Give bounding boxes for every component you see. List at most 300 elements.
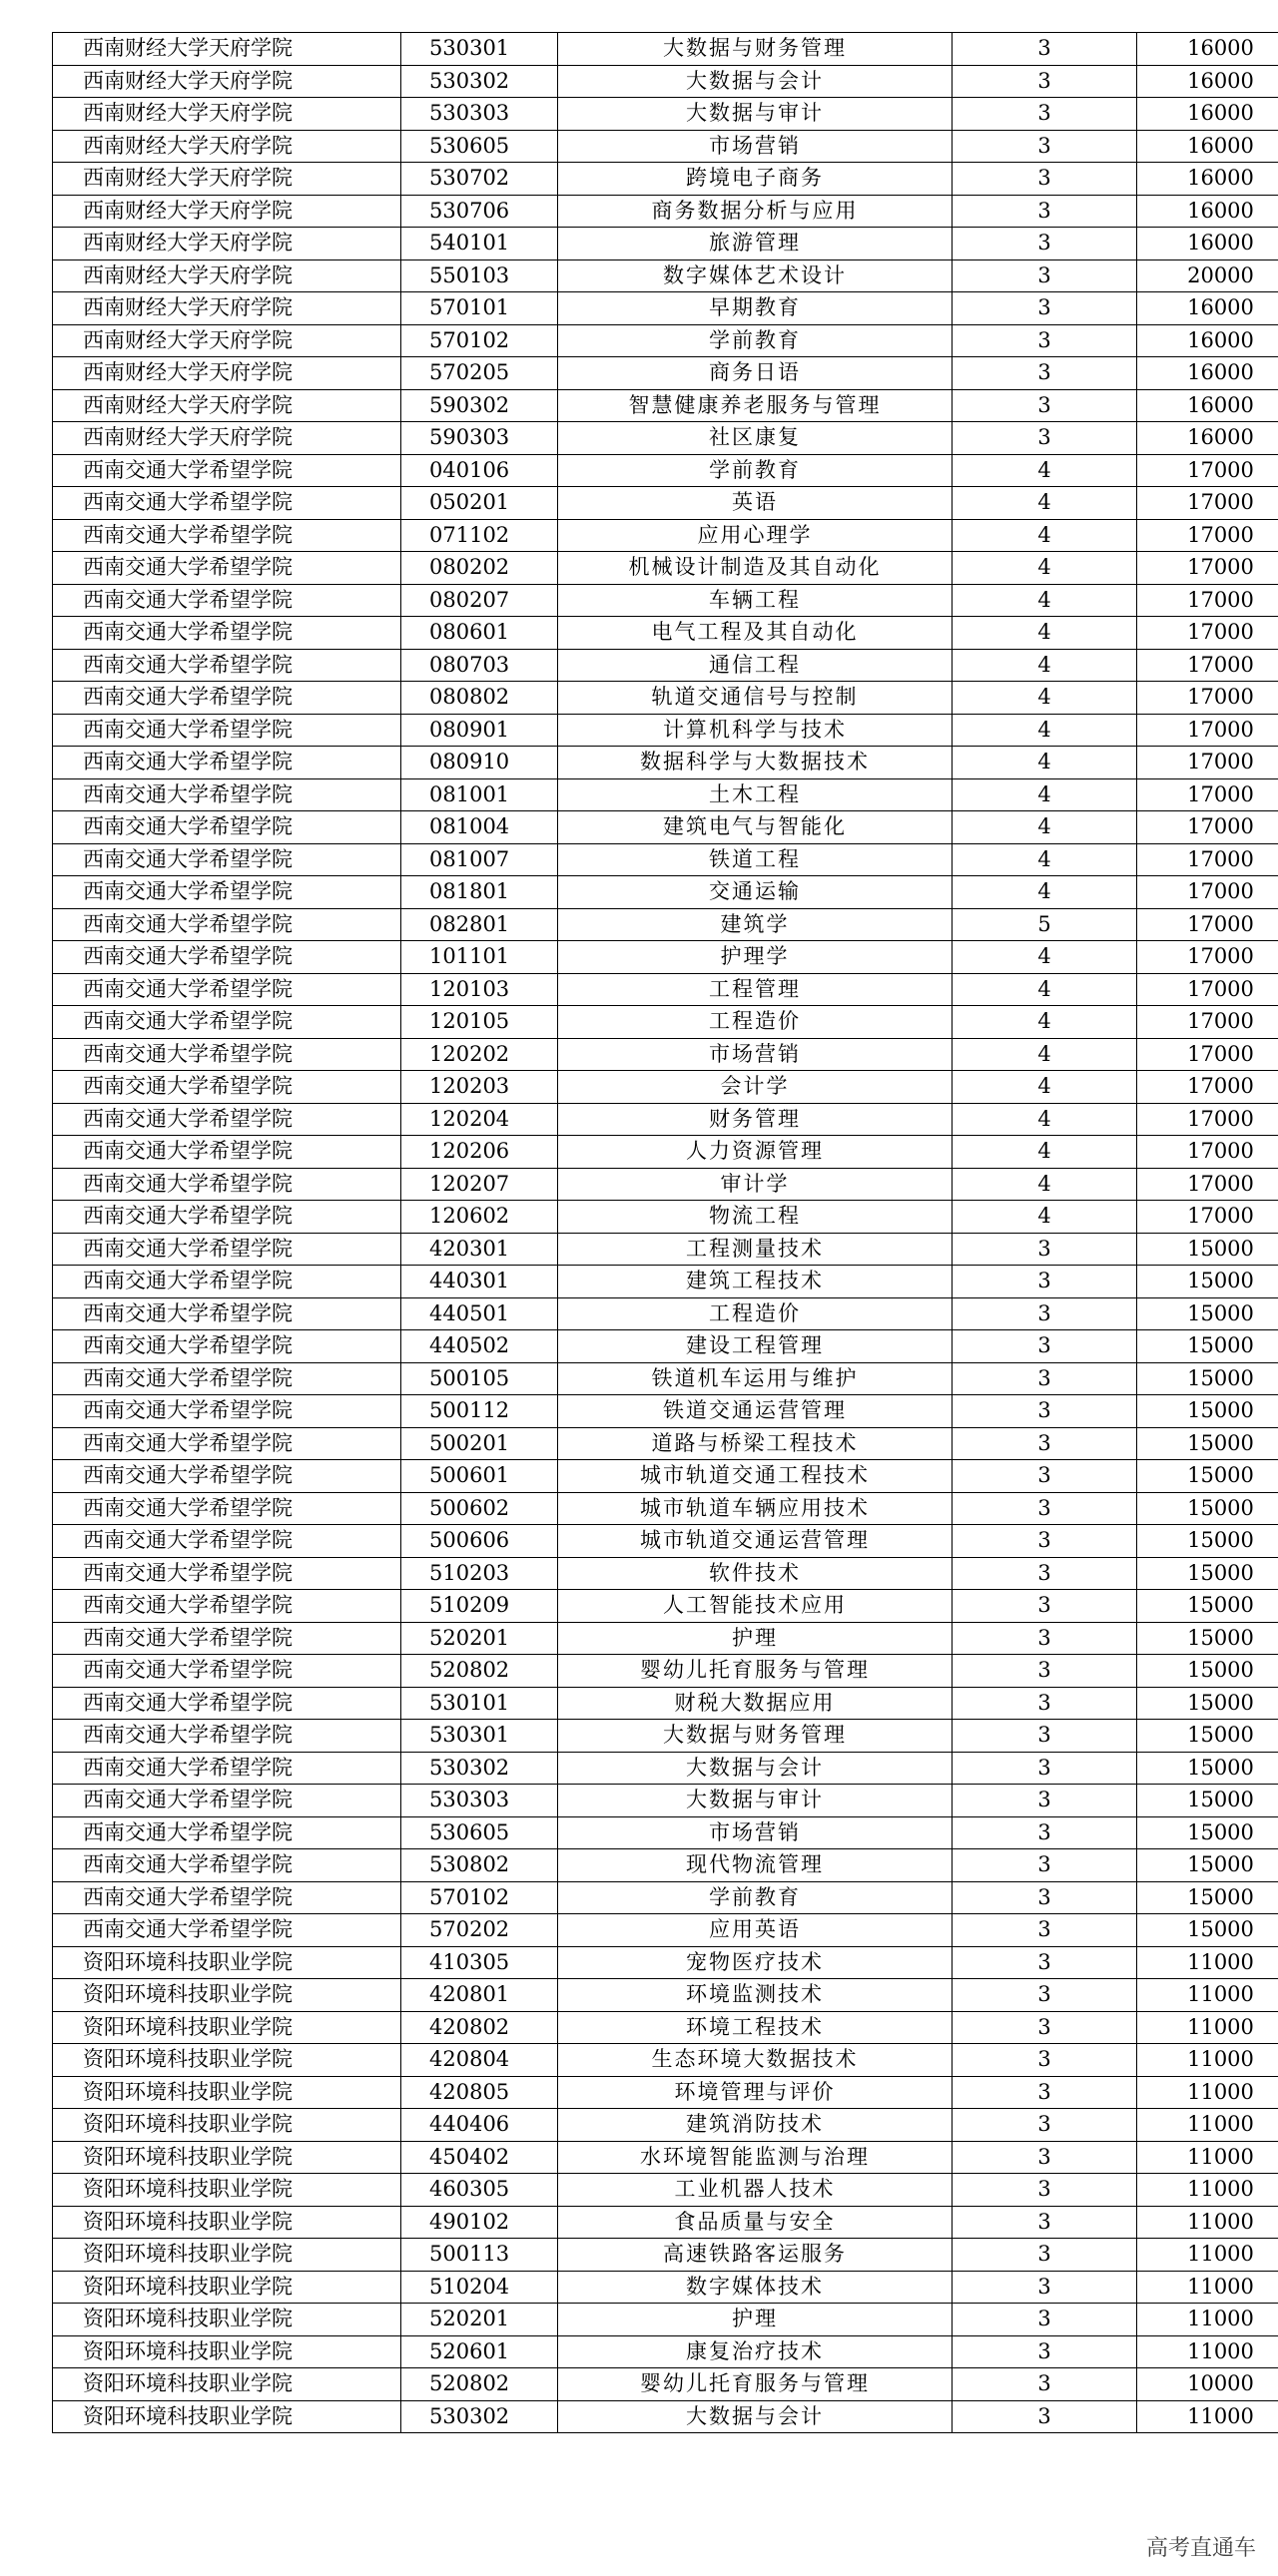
tuition-fee-cell: 11000	[1137, 2044, 1278, 2077]
major-name-cell: 计算机科学与技术	[558, 714, 953, 747]
school-name-cell: 西南财经大学天府学院	[53, 422, 401, 455]
duration-years-cell: 3	[953, 98, 1137, 131]
duration-years-cell: 3	[953, 2206, 1137, 2239]
school-name-cell: 西南财经大学天府学院	[53, 195, 401, 228]
major-name-cell: 土木工程	[558, 778, 953, 811]
table-row	[53, 519, 1278, 552]
school-name-cell: 西南财经大学天府学院	[53, 228, 401, 260]
duration-years-cell: 3	[953, 1492, 1137, 1525]
duration-years-cell: 4	[953, 487, 1137, 520]
duration-years-cell: 3	[953, 2109, 1137, 2142]
major-name-cell: 大数据与会计	[558, 65, 953, 98]
school-name-cell: 西南交通大学希望学院	[53, 1525, 401, 1558]
tuition-fee-cell: 16000	[1137, 324, 1278, 357]
school-name-cell: 西南交通大学希望学院	[53, 941, 401, 974]
duration-years-cell: 4	[953, 519, 1137, 552]
table-row	[53, 1979, 1278, 2012]
tuition-fee-cell: 17000	[1137, 584, 1278, 617]
tuition-fee-cell: 16000	[1137, 130, 1278, 163]
major-code-cell: 530706	[401, 195, 558, 228]
tuition-fee-cell: 15000	[1137, 1266, 1278, 1298]
table-row	[53, 2368, 1278, 2401]
major-code-cell: 040106	[401, 454, 558, 487]
duration-years-cell: 3	[953, 130, 1137, 163]
major-code-cell: 520201	[401, 1622, 558, 1655]
major-name-cell: 数据科学与大数据技术	[558, 747, 953, 779]
duration-years-cell: 3	[953, 2044, 1137, 2077]
duration-years-cell: 3	[953, 1460, 1137, 1493]
school-name-cell: 西南交通大学希望学院	[53, 649, 401, 682]
school-name-cell: 西南交通大学希望学院	[53, 778, 401, 811]
tuition-fee-cell: 17000	[1137, 1071, 1278, 1104]
major-code-cell: 530802	[401, 1849, 558, 1882]
fee-table	[52, 32, 1278, 2433]
table-row	[53, 843, 1278, 876]
tuition-fee-cell: 17000	[1137, 973, 1278, 1006]
table-row	[53, 2206, 1278, 2239]
major-code-cell: 530301	[401, 33, 558, 66]
tuition-fee-cell: 11000	[1137, 2174, 1278, 2207]
school-name-cell: 资阳环境科技职业学院	[53, 2109, 401, 2142]
school-name-cell: 资阳环境科技职业学院	[53, 2011, 401, 2044]
duration-years-cell: 3	[953, 1946, 1137, 1979]
duration-years-cell: 4	[953, 876, 1137, 909]
major-name-cell: 应用英语	[558, 1914, 953, 1947]
major-name-cell: 学前教育	[558, 324, 953, 357]
duration-years-cell: 4	[953, 649, 1137, 682]
tuition-fee-cell: 15000	[1137, 1460, 1278, 1493]
duration-years-cell: 4	[953, 454, 1137, 487]
duration-years-cell: 3	[953, 1395, 1137, 1428]
major-name-cell: 市场营销	[558, 130, 953, 163]
table-row	[53, 584, 1278, 617]
major-name-cell: 物流工程	[558, 1201, 953, 1234]
major-name-cell: 婴幼儿托育服务与管理	[558, 1655, 953, 1688]
table-row	[53, 1914, 1278, 1947]
duration-years-cell: 5	[953, 908, 1137, 941]
tuition-fee-cell: 17000	[1137, 778, 1278, 811]
tuition-fee-cell: 16000	[1137, 195, 1278, 228]
table-row	[53, 908, 1278, 941]
school-name-cell: 西南交通大学希望学院	[53, 1266, 401, 1298]
school-name-cell: 西南交通大学希望学院	[53, 973, 401, 1006]
major-code-cell: 540101	[401, 228, 558, 260]
school-name-cell: 资阳环境科技职业学院	[53, 2239, 401, 2272]
school-name-cell: 西南交通大学希望学院	[53, 1752, 401, 1785]
tuition-fee-cell: 15000	[1137, 1427, 1278, 1460]
table-row	[53, 2109, 1278, 2142]
duration-years-cell: 4	[953, 973, 1137, 1006]
tuition-fee-cell: 20000	[1137, 259, 1278, 292]
school-name-cell: 西南交通大学希望学院	[53, 843, 401, 876]
major-code-cell: 080910	[401, 747, 558, 779]
major-name-cell: 水环境智能监测与治理	[558, 2141, 953, 2174]
duration-years-cell: 3	[953, 1881, 1137, 1914]
major-code-cell: 420804	[401, 2044, 558, 2077]
major-name-cell: 通信工程	[558, 649, 953, 682]
tuition-fee-cell: 15000	[1137, 1557, 1278, 1590]
duration-years-cell: 4	[953, 714, 1137, 747]
tuition-fee-cell: 17000	[1137, 682, 1278, 715]
duration-years-cell: 3	[953, 33, 1137, 66]
school-name-cell: 西南财经大学天府学院	[53, 65, 401, 98]
major-code-cell: 500602	[401, 1492, 558, 1525]
table-row	[53, 1525, 1278, 1558]
duration-years-cell: 3	[953, 228, 1137, 260]
major-name-cell: 铁道工程	[558, 843, 953, 876]
major-code-cell: 120206	[401, 1136, 558, 1169]
major-code-cell: 081801	[401, 876, 558, 909]
duration-years-cell: 3	[953, 1849, 1137, 1882]
major-name-cell: 电气工程及其自动化	[558, 617, 953, 650]
major-code-cell: 530302	[401, 65, 558, 98]
table-row	[53, 1233, 1278, 1266]
duration-years-cell: 3	[953, 1362, 1137, 1395]
major-code-cell: 120103	[401, 973, 558, 1006]
table-row	[53, 1006, 1278, 1039]
table-row	[53, 2141, 1278, 2174]
major-name-cell: 市场营销	[558, 1038, 953, 1071]
table-row	[53, 1492, 1278, 1525]
major-code-cell: 081001	[401, 778, 558, 811]
major-name-cell: 商务数据分析与应用	[558, 195, 953, 228]
school-name-cell: 西南交通大学希望学院	[53, 1687, 401, 1720]
major-code-cell: 530301	[401, 1720, 558, 1753]
tuition-fee-cell: 17000	[1137, 1168, 1278, 1201]
major-code-cell: 530605	[401, 1816, 558, 1849]
school-name-cell: 西南财经大学天府学院	[53, 292, 401, 325]
major-name-cell: 铁道交通运营管理	[558, 1395, 953, 1428]
major-code-cell: 050201	[401, 487, 558, 520]
major-name-cell: 康复治疗技术	[558, 2335, 953, 2368]
tuition-fee-cell: 16000	[1137, 228, 1278, 260]
tuition-fee-cell: 17000	[1137, 876, 1278, 909]
duration-years-cell: 3	[953, 1622, 1137, 1655]
school-name-cell: 西南交通大学希望学院	[53, 1038, 401, 1071]
tuition-fee-cell: 11000	[1137, 2335, 1278, 2368]
tuition-fee-cell: 17000	[1137, 811, 1278, 844]
duration-years-cell: 3	[953, 1557, 1137, 1590]
table-row	[53, 487, 1278, 520]
tuition-fee-cell: 17000	[1137, 908, 1278, 941]
major-code-cell: 590303	[401, 422, 558, 455]
school-name-cell: 西南交通大学希望学院	[53, 1914, 401, 1947]
table-row	[53, 1881, 1278, 1914]
table-row	[53, 1655, 1278, 1688]
major-code-cell: 440406	[401, 2109, 558, 2142]
major-name-cell: 食品质量与安全	[558, 2206, 953, 2239]
table-row	[53, 65, 1278, 98]
major-name-cell: 护理	[558, 1622, 953, 1655]
major-code-cell: 550103	[401, 259, 558, 292]
duration-years-cell: 4	[953, 941, 1137, 974]
major-code-cell: 590302	[401, 389, 558, 422]
major-name-cell: 护理学	[558, 941, 953, 974]
duration-years-cell: 3	[953, 389, 1137, 422]
major-code-cell: 510209	[401, 1590, 558, 1623]
tuition-fee-cell: 16000	[1137, 357, 1278, 390]
duration-years-cell: 3	[953, 2271, 1137, 2304]
major-code-cell: 420805	[401, 2076, 558, 2109]
duration-years-cell: 3	[953, 2335, 1137, 2368]
tuition-fee-cell: 15000	[1137, 1849, 1278, 1882]
major-code-cell: 440502	[401, 1330, 558, 1363]
major-code-cell: 120602	[401, 1201, 558, 1234]
major-code-cell: 490102	[401, 2206, 558, 2239]
tuition-fee-cell: 17000	[1137, 714, 1278, 747]
school-name-cell: 西南交通大学希望学院	[53, 1297, 401, 1330]
duration-years-cell: 3	[953, 1655, 1137, 1688]
major-name-cell: 高速铁路客运服务	[558, 2239, 953, 2272]
table-row	[53, 1427, 1278, 1460]
tuition-fee-cell: 11000	[1137, 2011, 1278, 2044]
tuition-fee-cell: 15000	[1137, 1330, 1278, 1363]
tuition-fee-cell: 15000	[1137, 1881, 1278, 1914]
major-code-cell: 420301	[401, 1233, 558, 1266]
tuition-fee-cell: 15000	[1137, 1525, 1278, 1558]
table-row	[53, 1038, 1278, 1071]
major-code-cell: 530303	[401, 1785, 558, 1817]
major-code-cell: 120203	[401, 1071, 558, 1104]
major-name-cell: 建筑消防技术	[558, 2109, 953, 2142]
table-row	[53, 163, 1278, 196]
school-name-cell: 西南交通大学希望学院	[53, 1785, 401, 1817]
school-name-cell: 资阳环境科技职业学院	[53, 2206, 401, 2239]
tuition-fee-cell: 15000	[1137, 1622, 1278, 1655]
major-name-cell: 会计学	[558, 1071, 953, 1104]
duration-years-cell: 3	[953, 2174, 1137, 2207]
table-row	[53, 941, 1278, 974]
table-row	[53, 1849, 1278, 1882]
tuition-fee-cell: 16000	[1137, 33, 1278, 66]
duration-years-cell: 3	[953, 292, 1137, 325]
major-name-cell: 城市轨道交通工程技术	[558, 1460, 953, 1493]
major-code-cell: 081007	[401, 843, 558, 876]
major-code-cell: 080601	[401, 617, 558, 650]
tuition-fee-cell: 15000	[1137, 1785, 1278, 1817]
table-row	[53, 973, 1278, 1006]
major-code-cell: 530101	[401, 1687, 558, 1720]
tuition-fee-cell: 17000	[1137, 617, 1278, 650]
major-name-cell: 工程造价	[558, 1297, 953, 1330]
major-code-cell: 420801	[401, 1979, 558, 2012]
duration-years-cell: 3	[953, 1233, 1137, 1266]
table-row	[53, 552, 1278, 585]
tuition-fee-cell: 15000	[1137, 1297, 1278, 1330]
duration-years-cell: 3	[953, 1266, 1137, 1298]
major-name-cell: 环境管理与评价	[558, 2076, 953, 2109]
major-name-cell: 大数据与会计	[558, 1752, 953, 1785]
school-name-cell: 西南交通大学希望学院	[53, 1136, 401, 1169]
school-name-cell: 西南交通大学希望学院	[53, 1720, 401, 1753]
fee-table-body	[53, 33, 1278, 2433]
table-row	[53, 2174, 1278, 2207]
school-name-cell: 西南交通大学希望学院	[53, 1460, 401, 1493]
school-name-cell: 资阳环境科技职业学院	[53, 1979, 401, 2012]
major-code-cell: 120105	[401, 1006, 558, 1039]
table-row	[53, 324, 1278, 357]
major-name-cell: 商务日语	[558, 357, 953, 390]
duration-years-cell: 4	[953, 1201, 1137, 1234]
school-name-cell: 西南财经大学天府学院	[53, 389, 401, 422]
school-name-cell: 资阳环境科技职业学院	[53, 2174, 401, 2207]
table-row	[53, 2076, 1278, 2109]
major-code-cell: 120204	[401, 1103, 558, 1136]
school-name-cell: 西南交通大学希望学院	[53, 1233, 401, 1266]
major-name-cell: 社区康复	[558, 422, 953, 455]
duration-years-cell: 3	[953, 2076, 1137, 2109]
major-name-cell: 工程测量技术	[558, 1233, 953, 1266]
major-name-cell: 建筑工程技术	[558, 1266, 953, 1298]
table-row	[53, 2044, 1278, 2077]
school-name-cell: 资阳环境科技职业学院	[53, 2335, 401, 2368]
table-row	[53, 1103, 1278, 1136]
school-name-cell: 资阳环境科技职业学院	[53, 2076, 401, 2109]
tuition-fee-cell: 11000	[1137, 1979, 1278, 2012]
duration-years-cell: 4	[953, 811, 1137, 844]
major-name-cell: 工业机器人技术	[558, 2174, 953, 2207]
school-name-cell: 西南交通大学希望学院	[53, 1330, 401, 1363]
major-name-cell: 道路与桥梁工程技术	[558, 1427, 953, 1460]
duration-years-cell: 3	[953, 163, 1137, 196]
tuition-fee-cell: 17000	[1137, 1136, 1278, 1169]
school-name-cell: 西南交通大学希望学院	[53, 1201, 401, 1234]
school-name-cell: 西南交通大学希望学院	[53, 1622, 401, 1655]
major-code-cell: 570205	[401, 357, 558, 390]
major-name-cell: 城市轨道车辆应用技术	[558, 1492, 953, 1525]
tuition-fee-cell: 15000	[1137, 1492, 1278, 1525]
major-code-cell: 510204	[401, 2271, 558, 2304]
tuition-fee-cell: 16000	[1137, 163, 1278, 196]
duration-years-cell: 4	[953, 778, 1137, 811]
tuition-fee-cell: 10000	[1137, 2368, 1278, 2401]
tuition-fee-cell: 11000	[1137, 2271, 1278, 2304]
school-name-cell: 西南交通大学希望学院	[53, 747, 401, 779]
school-name-cell: 西南财经大学天府学院	[53, 163, 401, 196]
duration-years-cell: 3	[953, 65, 1137, 98]
table-row	[53, 1816, 1278, 1849]
table-row	[53, 778, 1278, 811]
school-name-cell: 西南交通大学希望学院	[53, 1168, 401, 1201]
major-name-cell: 铁道机车运用与维护	[558, 1362, 953, 1395]
major-code-cell: 080703	[401, 649, 558, 682]
duration-years-cell: 3	[953, 1590, 1137, 1623]
school-name-cell: 西南财经大学天府学院	[53, 324, 401, 357]
duration-years-cell: 3	[953, 2304, 1137, 2336]
major-name-cell: 大数据与财务管理	[558, 33, 953, 66]
duration-years-cell: 3	[953, 1720, 1137, 1753]
major-name-cell: 工程造价	[558, 1006, 953, 1039]
table-row	[53, 1362, 1278, 1395]
table-row	[53, 1297, 1278, 1330]
duration-years-cell: 4	[953, 843, 1137, 876]
school-name-cell: 资阳环境科技职业学院	[53, 2304, 401, 2336]
duration-years-cell: 3	[953, 357, 1137, 390]
major-name-cell: 建筑电气与智能化	[558, 811, 953, 844]
school-name-cell: 资阳环境科技职业学院	[53, 2400, 401, 2433]
major-code-cell: 570202	[401, 1914, 558, 1947]
table-row	[53, 1168, 1278, 1201]
major-code-cell: 530302	[401, 2400, 558, 2433]
tuition-fee-cell: 11000	[1137, 2206, 1278, 2239]
table-row	[53, 2271, 1278, 2304]
major-name-cell: 大数据与会计	[558, 2400, 953, 2433]
table-row	[53, 2335, 1278, 2368]
school-name-cell: 西南交通大学希望学院	[53, 487, 401, 520]
school-name-cell: 西南交通大学希望学院	[53, 1071, 401, 1104]
tuition-fee-cell: 17000	[1137, 454, 1278, 487]
major-code-cell: 570101	[401, 292, 558, 325]
table-row	[53, 1752, 1278, 1785]
duration-years-cell: 4	[953, 552, 1137, 585]
table-row	[53, 1785, 1278, 1817]
table-row	[53, 2400, 1278, 2433]
major-name-cell: 人力资源管理	[558, 1136, 953, 1169]
table-row	[53, 2304, 1278, 2336]
table-row	[53, 747, 1278, 779]
tuition-fee-cell: 15000	[1137, 1655, 1278, 1688]
tuition-fee-cell: 15000	[1137, 1590, 1278, 1623]
tuition-fee-cell: 17000	[1137, 1201, 1278, 1234]
school-name-cell: 西南交通大学希望学院	[53, 1362, 401, 1395]
tuition-fee-cell: 17000	[1137, 1103, 1278, 1136]
school-name-cell: 西南交通大学希望学院	[53, 1816, 401, 1849]
school-name-cell: 西南交通大学希望学院	[53, 908, 401, 941]
duration-years-cell: 4	[953, 1038, 1137, 1071]
tuition-fee-cell: 17000	[1137, 843, 1278, 876]
table-row	[53, 714, 1278, 747]
tuition-fee-cell: 15000	[1137, 1752, 1278, 1785]
duration-years-cell: 3	[953, 2239, 1137, 2272]
school-name-cell: 西南交通大学希望学院	[53, 1881, 401, 1914]
major-code-cell: 500601	[401, 1460, 558, 1493]
major-name-cell: 审计学	[558, 1168, 953, 1201]
table-row	[53, 682, 1278, 715]
school-name-cell: 西南财经大学天府学院	[53, 357, 401, 390]
major-code-cell: 510203	[401, 1557, 558, 1590]
duration-years-cell: 3	[953, 1752, 1137, 1785]
tuition-fee-cell: 17000	[1137, 747, 1278, 779]
duration-years-cell: 3	[953, 2400, 1137, 2433]
major-code-cell: 120202	[401, 1038, 558, 1071]
major-name-cell: 数字媒体艺术设计	[558, 259, 953, 292]
major-code-cell: 101101	[401, 941, 558, 974]
tuition-fee-cell: 15000	[1137, 1816, 1278, 1849]
tuition-fee-cell: 17000	[1137, 552, 1278, 585]
major-code-cell: 080202	[401, 552, 558, 585]
school-name-cell: 资阳环境科技职业学院	[53, 1946, 401, 1979]
major-code-cell: 530605	[401, 130, 558, 163]
duration-years-cell: 4	[953, 1006, 1137, 1039]
tuition-fee-cell: 15000	[1137, 1720, 1278, 1753]
major-code-cell: 500201	[401, 1427, 558, 1460]
school-name-cell: 西南交通大学希望学院	[53, 876, 401, 909]
duration-years-cell: 3	[953, 1914, 1137, 1947]
major-code-cell: 530303	[401, 98, 558, 131]
tuition-fee-cell: 16000	[1137, 98, 1278, 131]
table-row	[53, 389, 1278, 422]
table-row	[53, 1590, 1278, 1623]
table-row	[53, 1687, 1278, 1720]
school-name-cell: 西南交通大学希望学院	[53, 1590, 401, 1623]
major-code-cell: 440501	[401, 1297, 558, 1330]
table-row	[53, 292, 1278, 325]
major-name-cell: 跨境电子商务	[558, 163, 953, 196]
school-name-cell: 西南交通大学希望学院	[53, 811, 401, 844]
fee-table-sheet	[52, 32, 1254, 2433]
school-name-cell: 西南财经大学天府学院	[53, 98, 401, 131]
duration-years-cell: 3	[953, 1427, 1137, 1460]
